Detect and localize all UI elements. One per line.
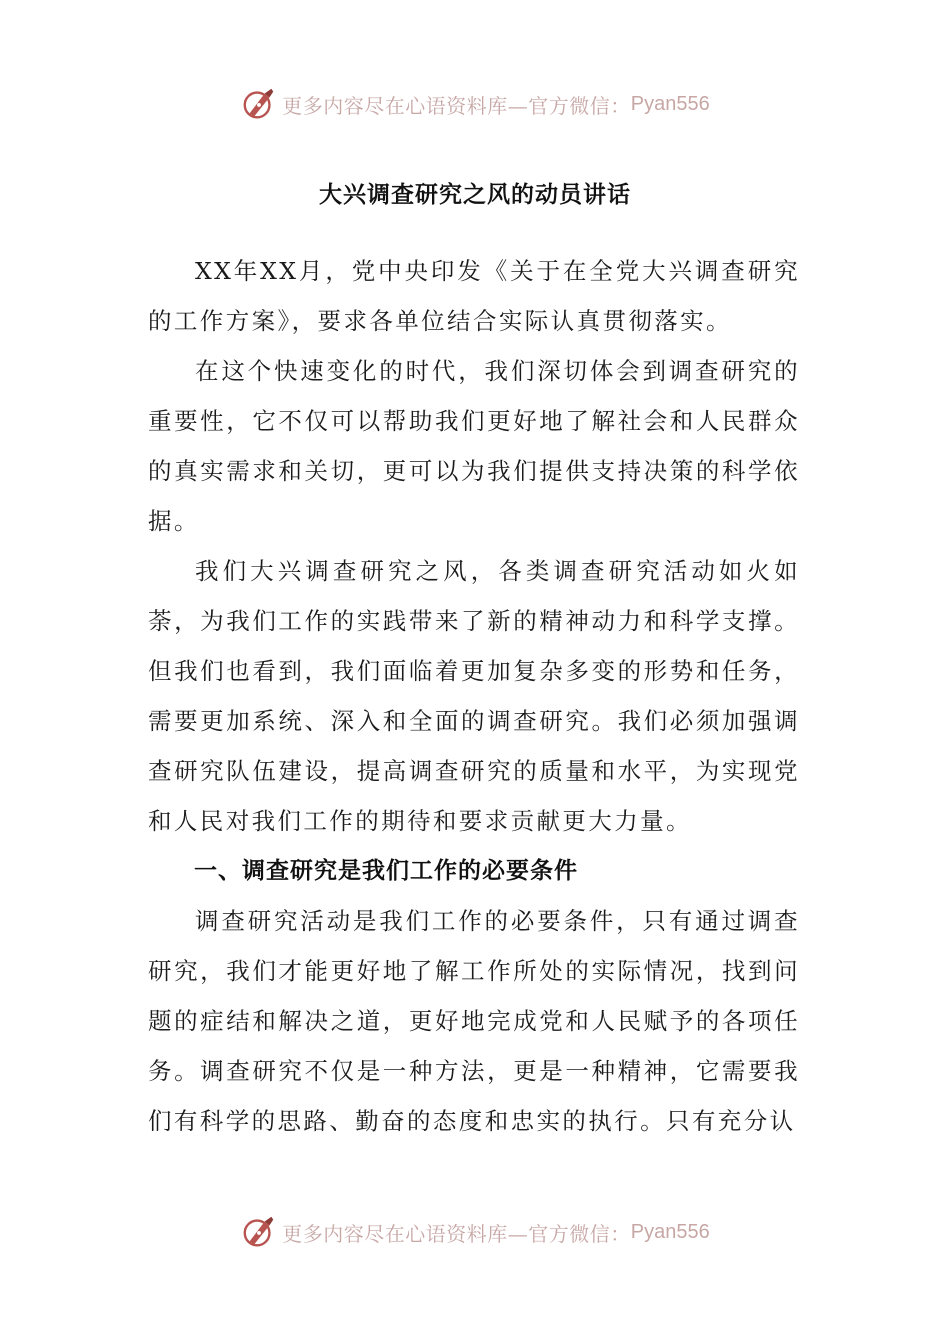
document-title: 大兴调查研究之风的动员讲话	[319, 182, 631, 208]
header-wechat-id: Pyan556	[630, 92, 710, 115]
paragraph-2: 在这个快速变化的时代，我们深切体会到调查研究的重要性，它不仅可以帮助我们更好地了解社会和人民群众的真实需求和关切，更可以为我们提供支持决策的科学依据。	[148, 357, 800, 535]
paragraph-3: 我们大兴调查研究之风，各类调查研究活动如火如荼，为我们工作的实践带来了新的精神动力和科学支撑。但我们也看到，我们面临着更加复杂多变的形势和任务，需要更加系统、深入和全面的调查研究。我们必须加强调查研究队伍建设，提高调查研究的质量和水平，为实现党和人民对我们工作的期待和要求贡献更大力量。	[148, 557, 800, 835]
footer-banner	[0, 1210, 950, 1254]
pen-nib-circle-icon	[240, 85, 278, 123]
paragraph-1: XX年XX月，党中央印发《关于在全党大兴调查研究的工作方案》，要求各单位结合实际认真贯彻落实。	[148, 257, 800, 335]
section-paragraph: 调查研究活动是我们工作的必要条件，只有通过调查研究，我们才能更好地了解工作所处的实际情况，找到问题的症结和解决之道，更好地完成党和人民赋予的各项任务。调查研究不仅是一种方法，更是一种精神，它需要我们有科学的思路、勤奋的态度和忠实的执行。只有充分认	[148, 907, 800, 1135]
header-banner-text: 更多内容尽在心语资料库—官方微信：	[282, 93, 631, 118]
footer-wechat-id: Pyan556	[630, 1220, 710, 1243]
section-heading: 一、调查研究是我们工作的必要条件	[194, 858, 578, 884]
pen-nib-circle-icon	[240, 1213, 278, 1251]
document-body	[148, 246, 800, 1146]
header-banner	[0, 82, 950, 126]
footer-banner-text: 更多内容尽在心语资料库—官方微信：	[282, 1221, 631, 1246]
